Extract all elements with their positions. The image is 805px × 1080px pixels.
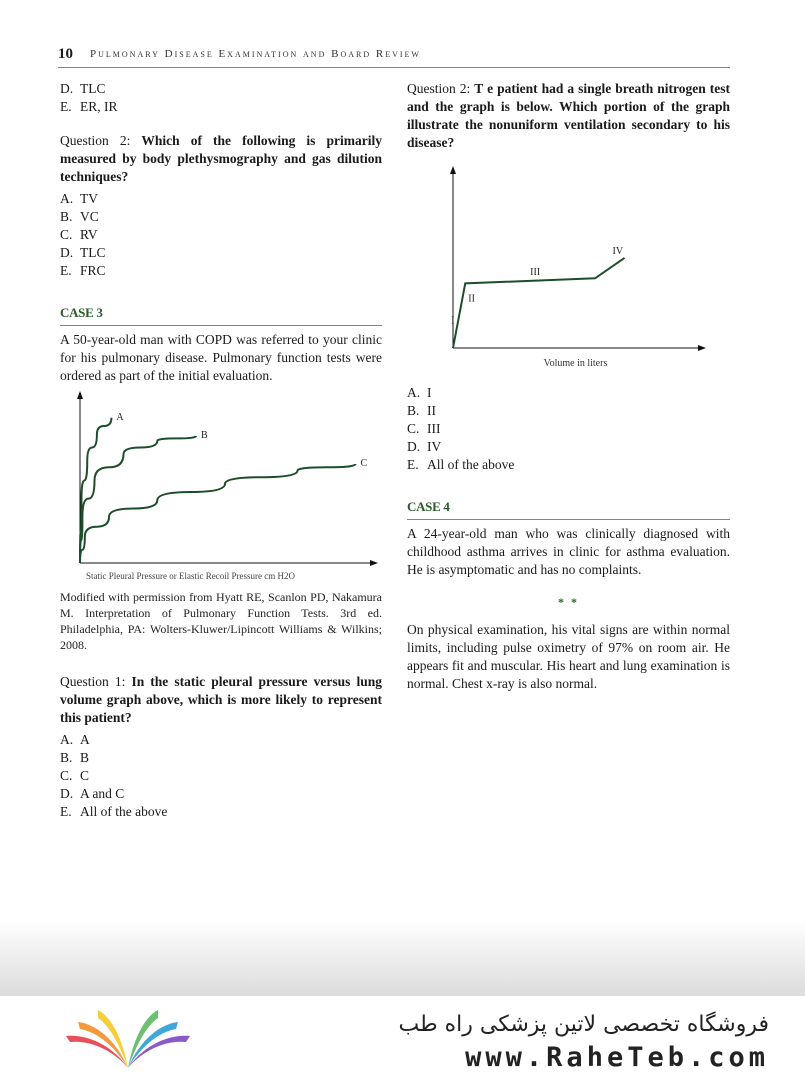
case-4-title: CASE 4: [407, 498, 730, 520]
nitrogen-washout-chart: [407, 156, 730, 384]
answer-option: D. A and C: [60, 786, 125, 801]
x-axis-arrow: [370, 560, 378, 566]
answer-option: A. A: [60, 732, 90, 747]
brand-url[interactable]: www.RaheTeb.com: [465, 1042, 769, 1073]
question-1: Question 1: In the static pleural pressure versus lung volume graph above, which is more likely to represent this patient?: [60, 674, 382, 725]
footer-banner: [0, 996, 805, 1080]
answer-option: D. TLC: [60, 81, 106, 96]
answer-option: E. All of the above: [407, 457, 515, 472]
answer-option: B. VC: [60, 209, 99, 224]
pressure-volume-chart: [60, 385, 382, 585]
question-2-left: Question 2: Which of the following is primarily measured by body plethysmography and gas dilution techniques?: [60, 133, 382, 184]
right-column: [407, 80, 730, 693]
phase-label-II: II: [468, 293, 475, 305]
answer-option: C. III: [407, 421, 441, 436]
phase-label-III: III: [530, 266, 541, 278]
answer-option: C. RV: [60, 227, 98, 242]
footer-shadow: [0, 920, 805, 996]
answer-option: B. II: [407, 403, 436, 418]
x-axis-label: Volume in liters: [543, 358, 608, 369]
prev-question-options: [60, 80, 382, 116]
answer-option: A. TV: [60, 191, 98, 206]
x-axis-arrow: [698, 345, 706, 351]
answer-option: E. All of the above: [60, 804, 168, 819]
page-header: [58, 44, 730, 68]
phase-label-IV: IV: [612, 245, 624, 257]
question-2-right-options: [407, 384, 730, 474]
series-label-C: C: [360, 458, 368, 469]
case-4-text: A 24-year-old man who was clinically diagnosed with childhood asthma arrives in clinic for asthma evaluation. He is asymptomatic and has no complaints.: [407, 526, 730, 577]
answer-option: D. IV: [407, 439, 442, 454]
answer-option: A. I: [407, 385, 432, 400]
figure-caption: Modified with permission from Hyatt RE, Scanlon PD, Nakamura M. Interpretation of Pulmonary Function Tests. 3rd ed. Philadelphia, PA: Wolters-Kluwer/Lipincott Williams & Wilkins; 2008.: [60, 590, 382, 652]
question-2-options: [60, 190, 382, 280]
book-logo-icon: [58, 1006, 198, 1076]
answer-option: E. ER, IR: [60, 99, 118, 114]
phase-label-I: I: [451, 315, 455, 327]
page-number: 10: [58, 46, 73, 62]
series-label-A: A: [116, 411, 124, 423]
series-line-B: [80, 436, 196, 563]
y-axis-arrow: [450, 166, 456, 174]
left-column: [60, 80, 382, 821]
book-title: Pulmonary Disease Examination and Board Review: [90, 48, 421, 60]
case-4-exam: On physical examination, his vital signs are within normal limits, including pulse oximetry of 97% on room air. He appears fit and muscular. His heart and lung examination is normal. Chest x-ray is also normal.: [407, 622, 730, 691]
series-label-B: B: [201, 429, 208, 441]
question-2-right: Question 2: T e patient had a single breath nitrogen test and the graph is below. Which portion of the graph illustrate the nonuniform ventilation secondary to his disease?: [407, 81, 730, 150]
y-axis-arrow: [77, 391, 83, 399]
answer-option: E. FRC: [60, 263, 106, 278]
series-line-C: [80, 464, 356, 563]
answer-option: D. TLC: [60, 245, 106, 260]
question-1-options: [60, 731, 382, 821]
case-3-title: CASE 3: [60, 304, 382, 326]
section-separator: * *: [558, 595, 579, 609]
case-3-text: A 50-year-old man with COPD was referred to your clinic for his pulmonary disease. Pulmonary function tests were ordered as part of the initial evaluation.: [60, 332, 382, 383]
answer-option: C. C: [60, 768, 90, 783]
brand-name: فروشگاه تخصصی لاتین پزشکی راه طب: [398, 1012, 769, 1037]
answer-option: B. B: [60, 750, 90, 765]
x-axis-label: Static Pleural Pressure or Elastic Recoil Pressure cm H2O: [86, 571, 295, 581]
